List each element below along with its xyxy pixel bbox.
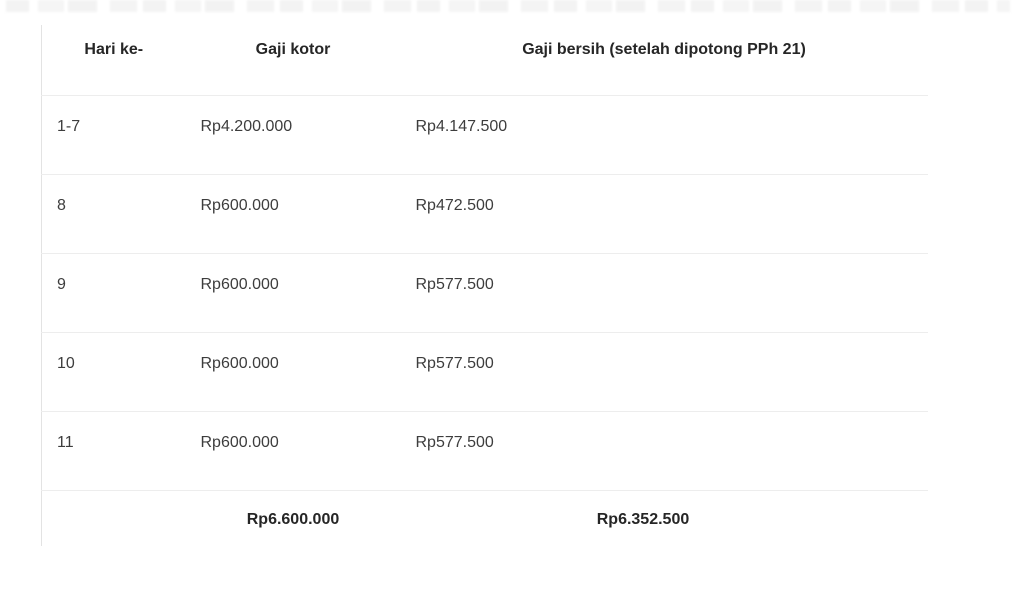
clipped-text-artifact (6, 0, 1010, 12)
table-row (42, 95, 928, 174)
table-row (42, 332, 928, 411)
total-net: Rp6.352.500 (596, 510, 690, 528)
table-total-row (42, 490, 928, 546)
cell-gross: Rp600.000 (186, 411, 401, 490)
column-header-gaji-bersih: Gaji bersih (setelah dipotong PPh 21) (401, 25, 928, 95)
cell-net: Rp577.500 (401, 332, 928, 411)
cell-day: 8 (42, 174, 186, 253)
table-row (42, 411, 928, 490)
cell-day: 10 (42, 332, 186, 411)
cell-net: Rp4.147.500 (401, 95, 928, 174)
cell-gross: Rp4.200.000 (186, 95, 401, 174)
cell-gross: Rp600.000 (186, 253, 401, 332)
cell-net: Rp577.500 (401, 411, 928, 490)
cell-day: 9 (42, 253, 186, 332)
table-row (42, 253, 928, 332)
total-gross: Rp6.600.000 (246, 510, 340, 528)
cell-net: Rp472.500 (401, 174, 928, 253)
column-header-hari-ke: Hari ke- (42, 25, 186, 95)
column-header-gaji-kotor: Gaji kotor (186, 25, 401, 95)
cell-net: Rp577.500 (401, 253, 928, 332)
cell-day: 11 (42, 411, 186, 490)
table-row (42, 174, 928, 253)
cell-gross: Rp600.000 (186, 332, 401, 411)
cell-day: 1-7 (42, 95, 186, 174)
cell-gross: Rp600.000 (186, 174, 401, 253)
table-header-row (42, 25, 928, 95)
salary-table (41, 25, 928, 546)
total-empty-cell (42, 490, 186, 546)
